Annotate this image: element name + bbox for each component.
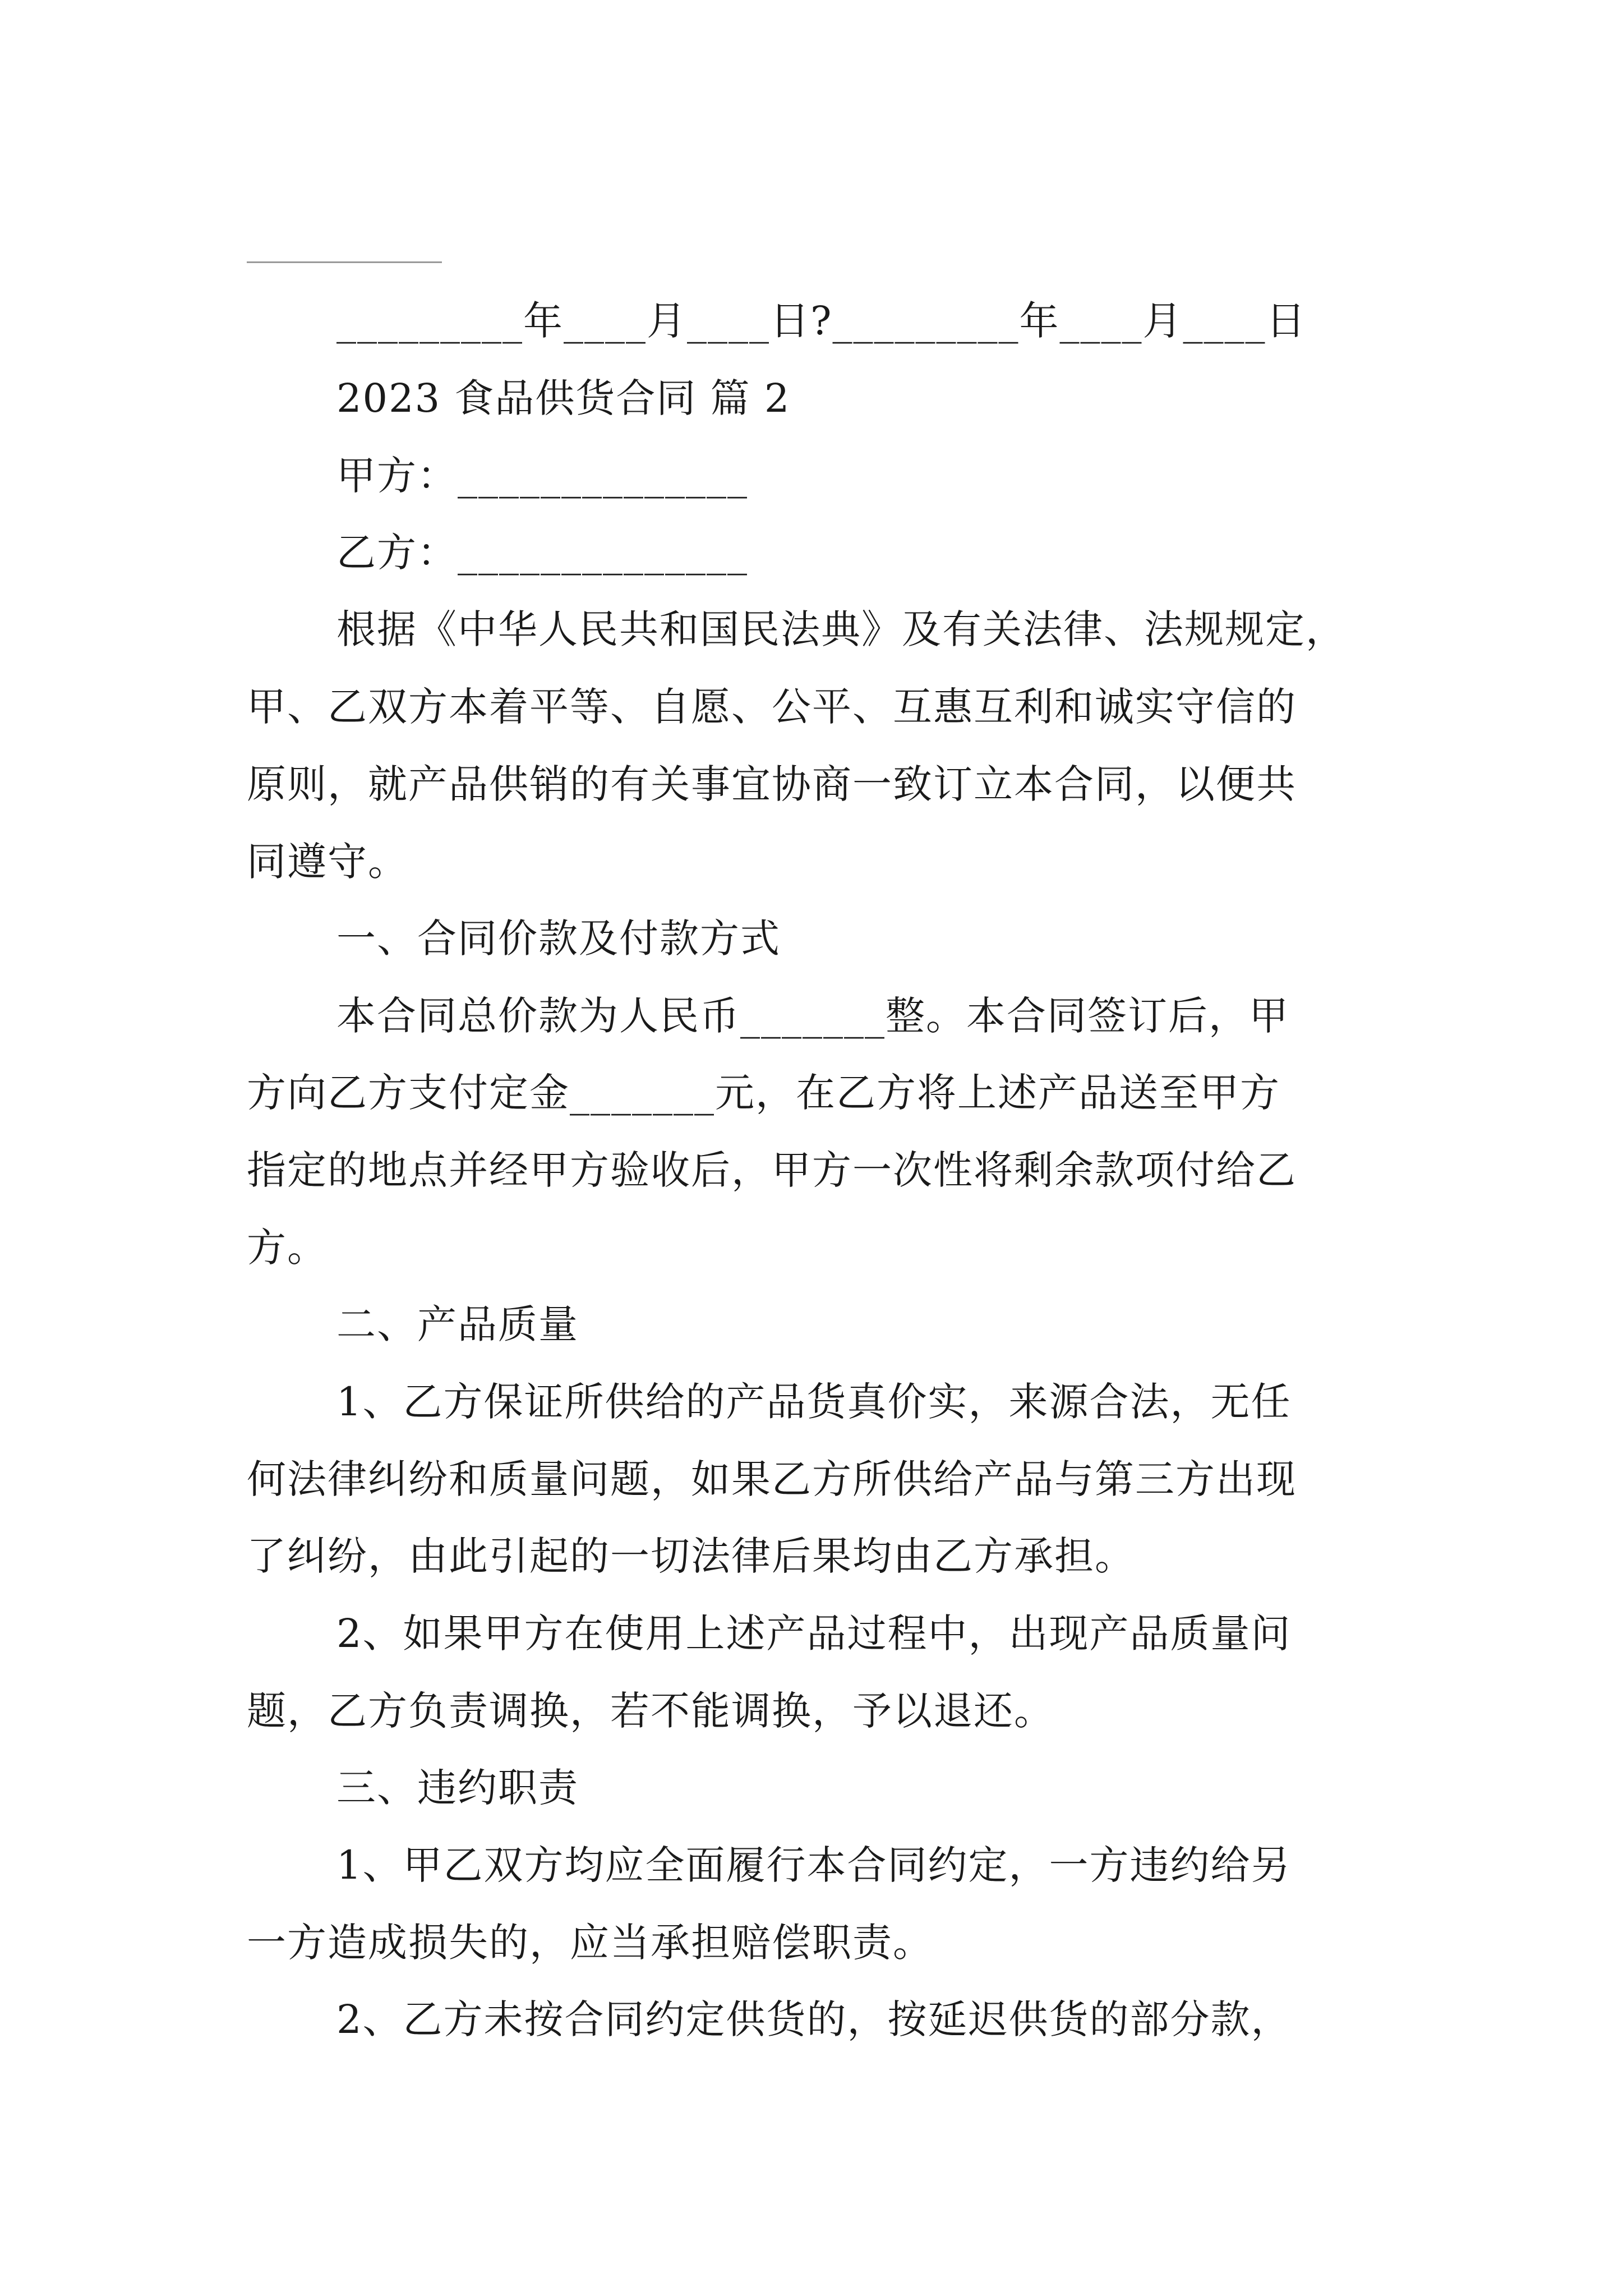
paragraph-line: 了纠纷，由此引起的一切法律后果均由乙方承担。 <box>247 1533 1135 1579</box>
header-rule <box>247 261 442 263</box>
paragraph-line: 原则，就产品供销的有关事宜协商一致订立本合同，以便共 <box>247 761 1297 807</box>
paragraph-line: 方。 <box>247 1225 328 1271</box>
paragraph-line: 一方造成损失的，应当承担赔偿职责。 <box>247 1920 933 1966</box>
paragraph-line: 同遵守。 <box>247 839 408 885</box>
paragraph-line: 1、甲乙双方均应全面履行本合同约定，一方违约给另 <box>336 1842 1292 1888</box>
paragraph-line: 2、如果甲方在使用上述产品过程中，出现产品质量问 <box>336 1611 1292 1657</box>
paragraph-line: 何法律纠纷和质量问题，如果乙方所供给产品与第三方出现 <box>247 1456 1297 1502</box>
paragraph-line: 方向乙方支付定金_______元，在乙方将上述产品送至甲方 <box>247 1070 1280 1116</box>
section-title: 2023 食品供货合同 篇 2 <box>336 375 791 421</box>
signature-date-line: _________年____月____日?_________年____月____日 <box>336 298 1307 344</box>
paragraph-line: 甲、乙双方本着平等、自愿、公平、互惠互利和诚实守信的 <box>247 684 1297 730</box>
paragraph-line: 2、乙方未按合同约定供货的，按延迟供货的部分款， <box>336 1996 1292 2042</box>
clause-heading: 一、合同价款及付款方式 <box>336 915 781 961</box>
party-a-line: 甲方：______________ <box>336 453 748 499</box>
paragraph-line: 1、乙方保证所供给的产品货真价实，来源合法，无任 <box>336 1379 1292 1425</box>
party-b-line: 乙方：______________ <box>336 530 748 576</box>
paragraph-line: 本合同总价款为人民币_______整。本合同签订后，甲 <box>336 993 1289 1039</box>
paragraph-line: 指定的地点并经甲方验收后，甲方一次性将剩余款项付给乙 <box>247 1147 1297 1193</box>
clause-heading: 二、产品质量 <box>336 1301 579 1347</box>
paragraph-line: 题，乙方负责调换，若不能调换，予以退还。 <box>247 1688 1054 1734</box>
clause-heading: 三、违约职责 <box>336 1765 579 1811</box>
paragraph-line: 根据《中华人民共和国民法典》及有关法律、法规规定， <box>336 606 1346 652</box>
